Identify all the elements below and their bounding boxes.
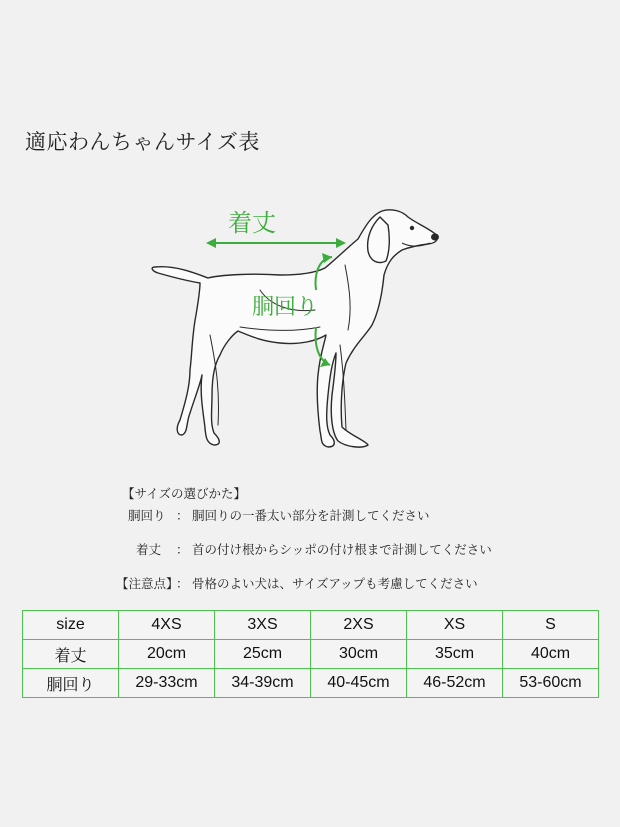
table-cell: size <box>23 611 119 640</box>
table-row <box>23 611 599 640</box>
table-cell: 30cm <box>311 640 407 669</box>
guide-label: 胴回り <box>128 508 166 523</box>
length-arrow-head-right <box>336 238 346 248</box>
table-cell: 胴回り <box>23 669 119 698</box>
table-cell: 20cm <box>119 640 215 669</box>
length-label: 着丈 <box>228 209 276 237</box>
table-cell: 着丈 <box>23 640 119 669</box>
table-cell: 35cm <box>407 640 503 669</box>
table-cell: 29-33cm <box>119 669 215 698</box>
guide-text: 胴回りの一番太い部分を計測してください <box>192 508 430 523</box>
dog-eye <box>410 226 414 230</box>
size-table <box>22 610 599 698</box>
guide-label: 着丈 <box>136 542 162 557</box>
table-cell: 25cm <box>215 640 311 669</box>
table-cell: 40cm <box>503 640 599 669</box>
girth-label: 胴回り <box>252 295 319 320</box>
guide-colon: ： <box>176 542 189 557</box>
table-cell: 4XS <box>119 611 215 640</box>
page-title: 適応わんちゃんサイズ表 <box>25 130 260 154</box>
table-row <box>23 669 599 698</box>
dog-nose <box>431 234 439 241</box>
table-cell: 53-60cm <box>503 669 599 698</box>
guide-label: 【注意点】 <box>116 576 179 591</box>
guide-text: 骨格のよい犬は、サイズアップも考慮してください <box>192 576 478 591</box>
table-cell: 2XS <box>311 611 407 640</box>
dog-body-outline <box>152 210 437 447</box>
dog-outline-svg <box>140 195 460 460</box>
guide-text: 首の付け根からシッポの付け根まで計測してください <box>192 542 492 557</box>
table-row <box>23 640 599 669</box>
table-cell: 40-45cm <box>311 669 407 698</box>
table-cell: 34-39cm <box>215 669 311 698</box>
guide-colon: ： <box>176 576 189 591</box>
table-cell: 46-52cm <box>407 669 503 698</box>
length-arrow-head-left <box>206 238 216 248</box>
table-cell: 3XS <box>215 611 311 640</box>
guide-colon: ： <box>176 508 189 523</box>
table-cell: XS <box>407 611 503 640</box>
guide-heading: 【サイズの選びかた】 <box>122 486 247 501</box>
table-cell: S <box>503 611 599 640</box>
dog-illustration <box>140 195 460 460</box>
